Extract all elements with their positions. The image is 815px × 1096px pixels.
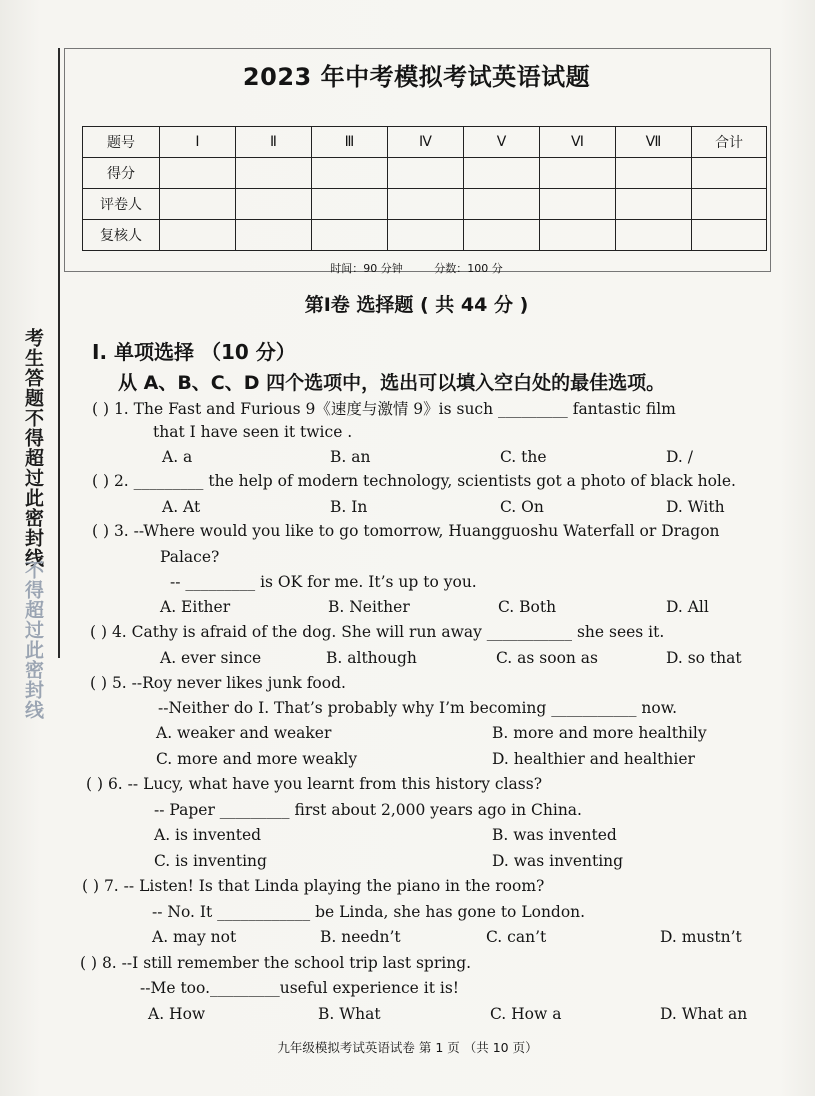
option-c[interactable]: C. can’t (486, 928, 547, 946)
option-c[interactable]: C. is inventing (154, 852, 267, 870)
question-5: ( ) 5. --Roy never likes junk food. (90, 674, 346, 692)
option-a[interactable]: A. How (148, 1005, 206, 1023)
option-b[interactable]: B. Neither (328, 598, 410, 616)
option-c[interactable]: C. On (500, 498, 544, 516)
row-header: 得分 (83, 158, 160, 189)
option-b[interactable]: B. needn’t (320, 928, 401, 946)
option-a[interactable]: A. weaker and weaker (156, 724, 332, 742)
exam-meta (64, 260, 769, 276)
col-header: Ⅲ (312, 127, 388, 158)
option-d[interactable]: D. mustn’t (660, 928, 742, 946)
question-3: ( ) 3. --Where would you like to go tomorrow, Huangguoshu Waterfall or Dragon (92, 522, 720, 540)
option-c[interactable]: C. as soon as (496, 649, 599, 667)
score-table (82, 126, 767, 251)
option-a[interactable]: A. is invented (154, 826, 262, 844)
option-a[interactable]: A. Either (160, 598, 231, 616)
grader-cell[interactable] (540, 189, 616, 220)
reviewer-cell[interactable] (388, 220, 464, 251)
reviewer-cell[interactable] (540, 220, 616, 251)
option-a[interactable]: A. a (162, 448, 193, 466)
option-d[interactable]: D. so that (666, 649, 742, 667)
score-cell[interactable] (540, 158, 616, 189)
option-c[interactable]: C. How a (490, 1005, 562, 1023)
reviewer-cell[interactable] (160, 220, 236, 251)
grader-row (83, 189, 767, 220)
question-4: ( ) 4. Cathy is afraid of the dog. She will run away ___________ she sees it. (90, 623, 665, 641)
question-8-line-2: --Me too._________useful experience it is! (140, 979, 460, 997)
grader-cell[interactable] (616, 189, 692, 220)
score-row (83, 158, 767, 189)
col-header: Ⅳ (388, 127, 464, 158)
reviewer-row (83, 220, 767, 251)
question-1-line-2: that I have seen it twice . (153, 423, 353, 441)
option-d[interactable]: D. With (666, 498, 725, 516)
reviewer-cell[interactable] (236, 220, 312, 251)
option-d[interactable]: D. was inventing (492, 852, 624, 870)
exam-time: 时间：90 分钟 (330, 262, 403, 275)
question-7: ( ) 7. -- Listen! Is that Linda playing the piano in the room? (82, 877, 545, 895)
score-cell[interactable] (388, 158, 464, 189)
question-6: ( ) 6. -- Lucy, what have you learnt from this history class? (86, 775, 543, 793)
col-header: 合计 (692, 127, 767, 158)
score-cell[interactable] (312, 158, 388, 189)
option-a[interactable]: A. ever since (160, 649, 262, 667)
question-1: ( ) 1. The Fast and Furious 9《速度与激情 9》is such _________ fantastic film (92, 400, 676, 418)
score-cell[interactable] (464, 158, 540, 189)
score-cell[interactable] (692, 158, 767, 189)
option-d[interactable]: D. healthier and healthier (492, 750, 695, 768)
grader-cell[interactable] (312, 189, 388, 220)
option-a[interactable]: A. may not (152, 928, 237, 946)
option-b[interactable]: B. was invented (492, 826, 617, 844)
score-cell[interactable] (616, 158, 692, 189)
option-b[interactable]: B. What (318, 1005, 381, 1023)
col-header: Ⅶ (616, 127, 692, 158)
seal-line-warning-faint: 不得超过此密封线 (22, 560, 44, 720)
row-header: 复核人 (83, 220, 160, 251)
score-cell[interactable] (236, 158, 312, 189)
score-table-header-row (83, 127, 767, 158)
seal-line (58, 48, 60, 658)
section-instruction: 从 A、B、C、D 四个选项中，选出可以填入空白处的最佳选项。 (118, 372, 666, 394)
option-a[interactable]: A. At (162, 498, 201, 516)
reviewer-cell[interactable] (464, 220, 540, 251)
grader-cell[interactable] (236, 189, 312, 220)
grader-cell[interactable] (388, 189, 464, 220)
grader-cell[interactable] (160, 189, 236, 220)
page-footer: 九年级模拟考试英语试卷 第 1 页 （共 10 页） (277, 1040, 538, 1055)
question-6-line-2: -- Paper _________ first about 2,000 years ago in China. (154, 801, 582, 819)
col-header: Ⅰ (160, 127, 236, 158)
question-5-line-2: --Neither do I. That’s probably why I’m becoming ___________ now. (158, 699, 678, 717)
question-8: ( ) 8. --I still remember the school trip last spring. (80, 954, 472, 972)
option-b[interactable]: B. although (326, 649, 417, 667)
option-d[interactable]: D. All (666, 598, 709, 616)
exam-score: 分数：100 分 (434, 262, 503, 275)
col-header: Ⅱ (236, 127, 312, 158)
reviewer-cell[interactable] (616, 220, 692, 251)
grader-cell[interactable] (464, 189, 540, 220)
option-d[interactable]: D. / (666, 448, 693, 466)
seal-line-warning: 考生答题不得超过此密封线 (22, 328, 44, 568)
option-d[interactable]: D. What an (660, 1005, 748, 1023)
question-3-line-3: -- _________ is OK for me. It’s up to you. (170, 573, 477, 591)
part-title: 第Ⅰ卷 选择题 ( 共 44 分 ) (304, 294, 529, 316)
col-header: Ⅴ (464, 127, 540, 158)
col-header: 题号 (83, 127, 160, 158)
option-b[interactable]: B. an (330, 448, 371, 466)
exam-title: 2023 年中考模拟考试英语试题 (242, 63, 591, 91)
option-b[interactable]: B. more and more healthily (492, 724, 707, 742)
option-c[interactable]: C. Both (498, 598, 557, 616)
question-7-line-2: -- No. It ____________ be Linda, she has gone to London. (152, 903, 586, 921)
question-3-line-2: Palace? (160, 548, 220, 566)
option-c[interactable]: C. the (500, 448, 547, 466)
section-title: I. 单项选择 （10 分） (92, 340, 296, 364)
reviewer-cell[interactable] (312, 220, 388, 251)
question-2: ( ) 2. _________ the help of modern technology, scientists got a photo of black hole. (92, 472, 736, 490)
row-header: 评卷人 (83, 189, 160, 220)
col-header: Ⅵ (540, 127, 616, 158)
grader-cell[interactable] (692, 189, 767, 220)
score-cell[interactable] (160, 158, 236, 189)
option-c[interactable]: C. more and more weakly (156, 750, 358, 768)
option-b[interactable]: B. In (330, 498, 368, 516)
reviewer-cell[interactable] (692, 220, 767, 251)
